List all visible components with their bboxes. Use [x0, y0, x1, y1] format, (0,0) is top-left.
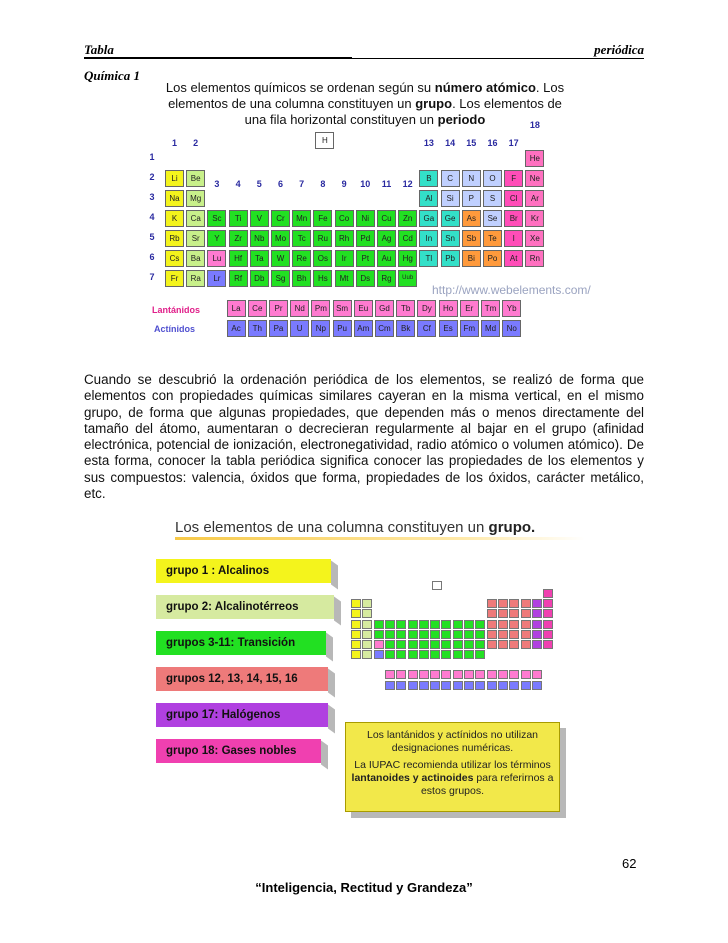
element-Cf: Cf	[417, 320, 436, 337]
element-Cm: Cm	[375, 320, 394, 337]
element-Os: Os	[313, 250, 332, 267]
group-legend-item-4: grupos 12, 13, 14, 15, 16	[156, 667, 328, 691]
mini-element-Tl	[487, 640, 497, 649]
mini-element-Bh	[419, 650, 429, 659]
element-Nd: Nd	[290, 300, 309, 317]
body-paragraph: Cuando se descubrió la ordenación periódica de los elementos, se realizó de forma que elementos con propiedades químicas similares cayeran en la misma vertical, en el mismo grupo, de forma que algunas propiedades, que dependen más o menos directamente del tamaño del átomo, aumentaran o decrecieran regularmente al bajar en el grupo (afinidad electrónica, potencial de ionización, electronegatividad, radio atómico o volumen atómico). De esta forma, conocer la tabla periódica significa conocer las propiedades de los elementos y sus compuestos: valencia, óxidos que forma, propiedades de los óxidos, carácter metálico, etc.	[84, 372, 644, 502]
footer-motto: “Inteligencia, Rectitud y Grandeza”	[255, 880, 473, 895]
mini-element-Yb	[532, 670, 542, 679]
element-F: F	[504, 170, 523, 187]
group-label-18: 18	[529, 120, 540, 130]
actinides-label: Actínidos	[154, 324, 196, 334]
mini-element-Sr	[362, 630, 372, 639]
element-Hf: Hf	[229, 250, 248, 267]
figure2-title: Los elementos de una columna constituyen un grupo.	[175, 519, 536, 536]
element-Kr: Kr	[525, 210, 544, 227]
group-label-6: 6	[277, 179, 283, 189]
mini-element-Sn	[498, 630, 508, 639]
element-Sn: Sn	[441, 230, 460, 247]
mini-element-Am	[453, 681, 463, 690]
mini-element-Au	[464, 640, 474, 649]
mini-element-Rf	[385, 650, 395, 659]
mini-element-Cu	[464, 620, 474, 629]
element-Ir: Ir	[335, 250, 354, 267]
group-legend-item-1: grupo 1 : Alcalinos	[156, 559, 331, 583]
mini-element-Pu	[441, 681, 451, 690]
element-Cs: Cs	[165, 250, 184, 267]
element-In: In	[419, 230, 438, 247]
element-Br: Br	[504, 210, 523, 227]
mini-element-W	[408, 640, 418, 649]
element-W: W	[271, 250, 290, 267]
mini-element-Ag	[464, 630, 474, 639]
mini-element-In	[487, 630, 497, 639]
mini-element-Cs	[351, 640, 361, 649]
element-Eu: Eu	[354, 300, 373, 317]
element-I: I	[504, 230, 523, 247]
element-U: U	[290, 320, 309, 337]
mini-element-Dy	[487, 670, 497, 679]
mini-element-Nd	[419, 670, 429, 679]
element-Rg: Rg	[377, 270, 396, 287]
mini-element-H	[432, 581, 442, 590]
element-Sb: Sb	[462, 230, 481, 247]
header-right: periódica	[594, 42, 644, 57]
period-label-1: 1	[149, 152, 155, 162]
mini-element-Tm	[521, 670, 531, 679]
element-Uub: Uub	[398, 270, 417, 287]
group-label-5: 5	[256, 179, 262, 189]
mini-element-Tb	[475, 670, 485, 679]
mini-element-Mg	[362, 609, 372, 618]
group-label-15: 15	[466, 138, 477, 148]
element-N: N	[462, 170, 481, 187]
group-label-17: 17	[508, 138, 519, 148]
mini-element-Ba	[362, 640, 372, 649]
element-Ne: Ne	[525, 170, 544, 187]
mini-element-Na	[351, 609, 361, 618]
element-Ta: Ta	[250, 250, 269, 267]
group-label-2: 2	[193, 138, 199, 148]
mini-element-Pm	[430, 670, 440, 679]
element-Ge: Ge	[441, 210, 460, 227]
element-Te: Te	[483, 230, 502, 247]
element-Pu: Pu	[333, 320, 352, 337]
element-Ba: Ba	[186, 250, 205, 267]
mini-element-La	[385, 670, 395, 679]
mini-element-Kr	[543, 620, 553, 629]
mini-element-Bk	[475, 681, 485, 690]
mini-element-Ho	[498, 670, 508, 679]
element-Ni: Ni	[356, 210, 375, 227]
element-Ra: Ra	[186, 270, 205, 287]
element-Pd: Pd	[356, 230, 375, 247]
mini-element-Ni	[453, 620, 463, 629]
group-label-3: 3	[214, 179, 220, 189]
group-label-14: 14	[445, 138, 456, 148]
mini-element-Pa	[408, 681, 418, 690]
element-La: La	[227, 300, 246, 317]
element-Bi: Bi	[462, 250, 481, 267]
element-V: V	[250, 210, 269, 227]
group-label-9: 9	[341, 179, 347, 189]
mini-element-S	[521, 609, 531, 618]
mini-element-Si	[498, 609, 508, 618]
element-Ca: Ca	[186, 210, 205, 227]
mini-element-Fe	[430, 620, 440, 629]
element-No: No	[502, 320, 521, 337]
element-Pm: Pm	[311, 300, 330, 317]
mini-element-Cr	[408, 620, 418, 629]
element-Ar: Ar	[525, 190, 544, 207]
element-Tl: Tl	[419, 250, 438, 267]
mini-element-Cl	[532, 609, 542, 618]
mini-element-Bi	[509, 640, 519, 649]
mini-element-Se	[521, 620, 531, 629]
mini-element-Ta	[396, 640, 406, 649]
element-Bk: Bk	[396, 320, 415, 337]
group-label-1: 1	[171, 138, 177, 148]
element-Sc: Sc	[207, 210, 226, 227]
mini-element-At	[532, 640, 542, 649]
element-Pr: Pr	[269, 300, 288, 317]
mini-element-Sc	[374, 620, 384, 629]
element-Lr: Lr	[207, 270, 226, 287]
mini-element-Cm	[464, 681, 474, 690]
element-O: O	[483, 170, 502, 187]
element-Ac: Ac	[227, 320, 246, 337]
element-Be: Be	[186, 170, 205, 187]
group-label-12: 12	[402, 179, 413, 189]
lanthanides-label: Lantánidos	[152, 305, 201, 315]
element-As: As	[462, 210, 481, 227]
mini-element-Ar	[543, 609, 553, 618]
mini-element-Hf	[385, 640, 395, 649]
element-Hg: Hg	[398, 250, 417, 267]
mini-element-Pb	[498, 640, 508, 649]
group-label-16: 16	[487, 138, 498, 148]
mini-element-Eu	[453, 670, 463, 679]
mini-element-Fr	[351, 650, 361, 659]
element-P: P	[462, 190, 481, 207]
element-Lu: Lu	[207, 250, 226, 267]
mini-element-Zn	[475, 620, 485, 629]
element-Er: Er	[460, 300, 479, 317]
mini-element-As	[509, 620, 519, 629]
group-label-10: 10	[360, 179, 371, 189]
mini-element-F	[532, 599, 542, 608]
mini-element-Ca	[362, 620, 372, 629]
element-Np: Np	[311, 320, 330, 337]
mini-element-I	[532, 630, 542, 639]
element-Fr: Fr	[165, 270, 184, 287]
group-label-13: 13	[423, 138, 434, 148]
mini-element-Te	[521, 630, 531, 639]
element-Yb: Yb	[502, 300, 521, 317]
element-Po: Po	[483, 250, 502, 267]
element-Cd: Cd	[398, 230, 417, 247]
mini-element-Br	[532, 620, 542, 629]
element-Ds: Ds	[356, 270, 375, 287]
period-label-3: 3	[149, 192, 155, 202]
mini-element-Mt	[441, 650, 451, 659]
group-legend-item-6: grupo 18: Gases nobles	[156, 739, 321, 763]
mini-element-Ce	[396, 670, 406, 679]
groups-figure	[150, 515, 590, 815]
period-label-5: 5	[149, 232, 155, 242]
mini-element-He	[543, 589, 553, 598]
mini-element-Th	[396, 681, 406, 690]
element-Db: Db	[250, 270, 269, 287]
element-Si: Si	[441, 190, 460, 207]
element-Pt: Pt	[356, 250, 375, 267]
watermark-url: http://www.webelements.com/	[432, 283, 591, 297]
mini-element-Es	[498, 681, 508, 690]
element-Am: Am	[354, 320, 373, 337]
element-Rh: Rh	[335, 230, 354, 247]
mini-element-Sb	[509, 630, 519, 639]
period-label-7: 7	[149, 272, 155, 282]
mini-element-Mo	[408, 630, 418, 639]
element-Na: Na	[165, 190, 184, 207]
mini-element-Zr	[385, 630, 395, 639]
mini-element-Sg	[408, 650, 418, 659]
mini-element-Os	[430, 640, 440, 649]
element-Tm: Tm	[481, 300, 500, 317]
period-label-4: 4	[149, 212, 155, 222]
element-Fe: Fe	[313, 210, 332, 227]
mini-element-Al	[487, 609, 497, 618]
element-Zr: Zr	[229, 230, 248, 247]
element-Th: Th	[248, 320, 267, 337]
mini-element-Md	[521, 681, 531, 690]
element-Al: Al	[419, 190, 438, 207]
mini-element-Fm	[509, 681, 519, 690]
element-Y: Y	[207, 230, 226, 247]
mini-element-Hs	[430, 650, 440, 659]
mini-element-Co	[441, 620, 451, 629]
element-Co: Co	[335, 210, 354, 227]
group-label-4: 4	[235, 179, 241, 189]
element-Fm: Fm	[460, 320, 479, 337]
element-Md: Md	[481, 320, 500, 337]
element-Mt: Mt	[335, 270, 354, 287]
period-label-2: 2	[149, 172, 155, 182]
element-H: H	[315, 132, 334, 149]
mini-element-Np	[430, 681, 440, 690]
mini-element-Rh	[441, 630, 451, 639]
element-Zn: Zn	[398, 210, 417, 227]
mini-element-Xe	[543, 630, 553, 639]
mini-element-Be	[362, 599, 372, 608]
mini-element-O	[521, 599, 531, 608]
header-rule-thin	[352, 58, 644, 59]
mini-element-Y	[374, 630, 384, 639]
mini-element-No	[532, 681, 542, 690]
mini-element-Db	[396, 650, 406, 659]
mini-element-B	[487, 599, 497, 608]
element-Ho: Ho	[439, 300, 458, 317]
element-Ti: Ti	[229, 210, 248, 227]
mini-element-P	[509, 609, 519, 618]
element-Sr: Sr	[186, 230, 205, 247]
element-Cu: Cu	[377, 210, 396, 227]
group-label-7: 7	[299, 179, 305, 189]
mini-element-Lu	[374, 640, 384, 649]
page-number: 62	[622, 856, 637, 871]
element-Rn: Rn	[525, 250, 544, 267]
element-Ce: Ce	[248, 300, 267, 317]
element-Tc: Tc	[292, 230, 311, 247]
mini-element-Li	[351, 599, 361, 608]
element-K: K	[165, 210, 184, 227]
mini-element-Rg	[464, 650, 474, 659]
mini-element-Ra	[362, 650, 372, 659]
mini-element-Ac	[385, 681, 395, 690]
mini-element-Po	[521, 640, 531, 649]
figure2-title-rule	[175, 537, 585, 540]
mini-element-Rn	[543, 640, 553, 649]
element-Se: Se	[483, 210, 502, 227]
mini-element-Rb	[351, 630, 361, 639]
header-left: Tabla	[84, 42, 114, 57]
element-Mo: Mo	[271, 230, 290, 247]
element-Bh: Bh	[292, 270, 311, 287]
group-label-11: 11	[381, 179, 392, 189]
element-S: S	[483, 190, 502, 207]
element-Tb: Tb	[396, 300, 415, 317]
element-Mg: Mg	[186, 190, 205, 207]
element-He: He	[525, 150, 544, 167]
mini-element-Gd	[464, 670, 474, 679]
page-header	[84, 42, 644, 58]
mini-element-Cd	[475, 630, 485, 639]
element-Rf: Rf	[229, 270, 248, 287]
mini-element-N	[509, 599, 519, 608]
element-At: At	[504, 250, 523, 267]
element-Re: Re	[292, 250, 311, 267]
header-rule-thick	[84, 57, 352, 59]
element-Nb: Nb	[250, 230, 269, 247]
mini-element-Er	[509, 670, 519, 679]
mini-element-Ga	[487, 620, 497, 629]
mini-element-Ti	[385, 620, 395, 629]
element-Pb: Pb	[441, 250, 460, 267]
group-legend-item-3: grupos 3-11: Transición	[156, 631, 326, 655]
mini-element-Ne	[543, 599, 553, 608]
mini-element-Hg	[475, 640, 485, 649]
element-Sm: Sm	[333, 300, 352, 317]
period-label-6: 6	[149, 252, 155, 262]
element-Xe: Xe	[525, 230, 544, 247]
element-Pa: Pa	[269, 320, 288, 337]
element-Li: Li	[165, 170, 184, 187]
mini-element-Pd	[453, 630, 463, 639]
element-Au: Au	[377, 250, 396, 267]
mini-element-Pt	[453, 640, 463, 649]
mini-element-Re	[419, 640, 429, 649]
group-legend-item-2: grupo 2: Alcalinotérreos	[156, 595, 334, 619]
iupac-note: Los lantánidos y actínidos no utilizan designaciones numéricas. La IUPAC recomienda utilizar los términos lantanoides y actinoides para referirnos a estos grupos.	[345, 722, 560, 812]
mini-element-Ge	[498, 620, 508, 629]
mini-element-Cf	[487, 681, 497, 690]
periodic-table-figure	[140, 78, 591, 348]
mini-element-Nb	[396, 630, 406, 639]
element-Cr: Cr	[271, 210, 290, 227]
element-Ru: Ru	[313, 230, 332, 247]
element-Ag: Ag	[377, 230, 396, 247]
mini-element-Ds	[453, 650, 463, 659]
element-Mn: Mn	[292, 210, 311, 227]
mini-element-Uub	[475, 650, 485, 659]
mini-element-V	[396, 620, 406, 629]
element-Gd: Gd	[375, 300, 394, 317]
element-Rb: Rb	[165, 230, 184, 247]
group-label-8: 8	[320, 179, 326, 189]
element-Ga: Ga	[419, 210, 438, 227]
mini-element-U	[419, 681, 429, 690]
mini-element-Ru	[430, 630, 440, 639]
element-Dy: Dy	[417, 300, 436, 317]
mini-element-Pr	[408, 670, 418, 679]
mini-element-Lr	[374, 650, 384, 659]
figure1-caption: Los elementos químicos se ordenan según su número atómico. Los elementos de una columna constituyen un grupo. Los elementos de una fila horizontal constituyen un periodo	[165, 80, 565, 127]
mini-element-Mn	[419, 620, 429, 629]
element-Es: Es	[439, 320, 458, 337]
mini-element-K	[351, 620, 361, 629]
element-C: C	[441, 170, 460, 187]
header-subtitle: Química 1	[84, 68, 140, 83]
mini-element-C	[498, 599, 508, 608]
mini-element-Ir	[441, 640, 451, 649]
element-Sg: Sg	[271, 270, 290, 287]
element-Hs: Hs	[313, 270, 332, 287]
element-B: B	[419, 170, 438, 187]
element-Cl: Cl	[504, 190, 523, 207]
mini-element-Sm	[441, 670, 451, 679]
group-legend-item-5: grupo 17: Halógenos	[156, 703, 328, 727]
mini-element-Tc	[419, 630, 429, 639]
